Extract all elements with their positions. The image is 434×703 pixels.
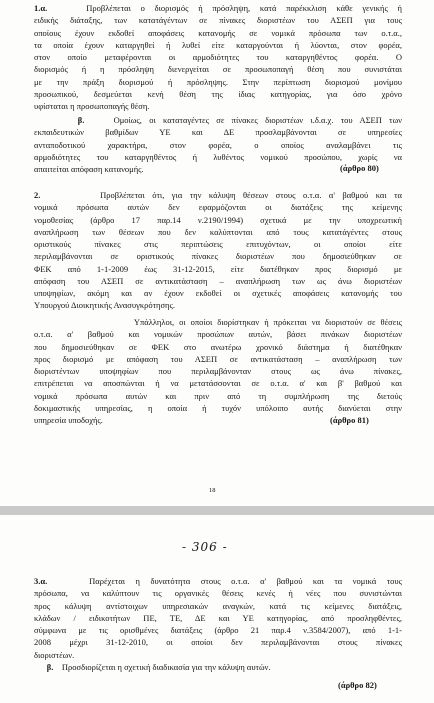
section-label: β.	[46, 662, 54, 672]
text-line: β. Προσδιορίζεται η σχετική διαδικασία για την κάλυψη αυτών.	[46, 662, 271, 672]
text-line: προς κάλυψη αντίστοιχων υπηρεσιακών αναγκών, κατά τις κείμενες διατάξεις,	[34, 600, 402, 611]
text-line: ΦΕΚ από 1-1-2009 έως 31-12-2015, είτε διατέθηκαν προς διορισμό με	[34, 263, 402, 274]
text-line: επιτρέπεται να αποσπώνται ή να μετατάσσονται σε ο.τ.α. α' και β' βαθμού και	[34, 378, 402, 389]
text-line: περιλαμβάνονται σε οριστικούς πίνακες διοριστέων που δημοσιεύθηκαν σε	[34, 251, 402, 262]
text-line: ειδικής διάταξης, των κατατάγέντων σε πίνακες διοριστέων του ΑΣΕΠ για τους	[34, 15, 402, 26]
section-label: β.	[77, 115, 85, 125]
text-line: στον οποίο μεταφέρονται οι αρμοδιότητες του καταργηθέντος φορέα. Ο	[34, 52, 402, 62]
text-line: Υπάλληλοι, οι οποίοι διορίστηκαν ή πρόκειται να διοριστούν σε θέσεις	[133, 317, 402, 327]
text-line: σύμφωνα με τις ορισθμένες διατάξεις (άρθρο 21 παρ.4 ν.3584/2007), από 1-1-	[34, 625, 402, 635]
text-line: 2. Προβλέπεται ότι, για την κάλυψη θέσεων στους ο.τ.α. α' βαθμού και τα	[34, 190, 402, 200]
text-line: υφίσταται η προσωποπαγής θέση.	[34, 101, 150, 111]
article-reference: (άρθρο 82)	[338, 680, 377, 690]
section-label: 1.α.	[34, 3, 48, 13]
text-line: διορισμός ή η πρόσληψη διενεργείται σε προσωποπαγή θέση που συνιστάται	[34, 64, 402, 75]
text-line: δοκιμαστικής υπηρεσίας, η οποία ή τυχόν υπόλοιπο αυτής διανύεται στην	[34, 402, 402, 413]
text-line: β. Ομοίως, οι καταταγέντες σε πίνακες διοριστέων ι.δ.α.χ. του ΑΣΕΠ των	[77, 115, 403, 125]
handwritten-page-number: - 306 -	[182, 540, 228, 554]
paragraph-2	[34, 189, 402, 312]
text-line: πρόσωπα, να καλύπτουν τις οργανικές θέσεις κενές ή νέες που συνιστώνται	[34, 588, 402, 599]
text-line: οριστικούς πίνακες στις περιπτώσεις επιτυχόντων, οι οποίοι είτε	[34, 239, 402, 249]
text-line: απαιτείται απόφαση κατανομής.	[34, 164, 144, 174]
text-line: κλάδων / ειδικοτήτων ΠΕ, ΤΕ, ΔΕ και ΥΕ κατηγορίας, από προσληφθέντες,	[34, 612, 402, 623]
text-line: διοριστέων.	[34, 649, 75, 660]
text-line: ο.τ.α. α' βαθμού και νομικών προσώπων αυτών, βάσει πινάκων διοριστέων	[34, 329, 402, 340]
paragraph-1a	[34, 2, 402, 112]
text-line: προς διορισμό με απόφαση του ΑΣΕΠ σε αντικατάσταση – αναπλήρωση των	[34, 353, 402, 364]
article-reference: (άρθρο 80)	[340, 163, 379, 173]
text-line: με την πράξη διορισμού ή πρόσληψης. Στην περίπτωση διορισμού μονίμου	[34, 76, 402, 87]
text-line: 3.α. Παρέχεται η δυνατότητα στους ο.τ.α. α' βαθμού και τα νομικά τους	[34, 576, 402, 586]
text-line: νομικά πρόσωπα αυτών δεν εφαρμόζονται οι διατάξεις της κείμενης	[34, 202, 402, 213]
text-line: εκπαιδευτικών βαθμίδων ΥΕ και ΔΕ προσλαμβάνονται σε υπηρεσίες	[34, 127, 402, 138]
text-line: υπηρεσία υποδοχής.	[34, 415, 103, 425]
text-line: νομικά πρόσωπα αυτών και πριν από τη συμπλήρωση της διετούς	[34, 390, 402, 401]
text-line: 1.α. Προβλέπεται ο διορισμός ή πρόσληψη, κατά παρέκκλιση κάθε γενικής ή	[34, 3, 402, 13]
article-reference: (άρθρο 81)	[330, 415, 369, 425]
text-line: ανταποδοτικού χαρακτήρα, στον φορέα, ο οποίος αναλαμβάνει τις	[34, 139, 402, 150]
paragraph-3a	[34, 575, 402, 661]
text-line: αναπλήρωση των θέσεων που δεν καλύπτονται από τους κατατάγέντες στους	[34, 226, 402, 237]
text-line: αρμοδιότητες του καταργηθέντος ή λυθέντος νομικού προσώπου, χωρίς να	[34, 151, 402, 162]
page-number: 18	[209, 487, 216, 494]
text-line: 2008 μέχρι 31-12-2010, οι οποίοι δεν περιλαμβάνονται στους πίνακες	[34, 637, 402, 648]
paragraph-2-continued	[34, 316, 402, 426]
text-line: τα οποία έχουν καταργηθεί ή λυθεί είτε καταργούνται ή λύονται, στον φορέα,	[34, 39, 402, 50]
text-line: απόφαση του ΑΣΕΠ σε αντικατάσταση – αναπλήρωση των ως άνω διοριστέων	[34, 275, 402, 286]
paragraph-3b	[34, 661, 402, 673]
section-label: 3.α.	[34, 576, 48, 586]
text-line: υποψηφίων, ακόμη και αν έχουν εκδοθεί οι σχετικές αποφάσεις κατανομής του	[34, 288, 402, 298]
text-line: προσωπικού, δεσμεύεται κενή θέση της ίδιας κατηγορίας, για όσο χρόνο	[34, 88, 402, 99]
text-line: διοριστέντων υποψηφίων που περιλαμβάνονταν στους ως άνω πίνακες,	[34, 366, 402, 376]
text-line: οποίους έχουν εκδοθεί αποφάσεις κατανομής σε νομικά πρόσωπα των ο.τ.α.,	[34, 27, 402, 38]
section-label: 2.	[34, 190, 41, 200]
text-line: νομοθεσίας (άρθρο 17 παρ.14 ν.2190/1994) σχετικά με την υποχρεωτική	[34, 214, 402, 225]
text-line: Υπουργού Διοικητικής Ανασυγκρότησης.	[34, 300, 175, 311]
page-divider	[0, 506, 434, 515]
text-line: που δημοσιεύθηκαν σε ΦΕΚ στο ανωτέρω χρονικό διάστημα ή διατέθηκαν	[34, 341, 402, 352]
